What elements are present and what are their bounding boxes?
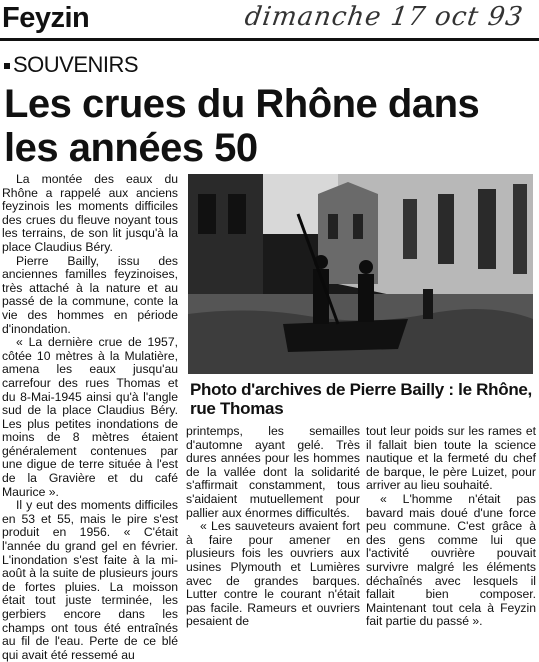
paragraph: Pierre Bailly, issu des anciennes familles feyzinoises, très attaché à la nature et au passé de la commune, conte la vie des hommes en période d'inondation. (2, 253, 178, 336)
paragraph: tout leur poids sur les rames et il fallait bien toute la science nautique et la fermeté du chef de barque, le père Luizet, pour arriver au lieu souhaité. (366, 424, 536, 493)
rubric (4, 52, 138, 78)
paragraph: « L'homme n'était pas bavard mais doué d'une force peu commune. C'est grâce à des gens comme lui que l'activité ouvrière pouvait survivre malgré les éléments déchaînés avec lesquels il fallait bien composer. Maintenant tout cela à Feyzin fait partie du passé ». (366, 491, 536, 629)
article-column-left (2, 173, 178, 662)
handwritten-date: dimanche 17 oct 93 (242, 2, 526, 32)
paragraph: printemps, les semailles d'automne ayant gelé. Très dures années pour les hommes de la vallée dont la solidarité s'affirmait constamment, tous s'aidaient mutuellement pour pallier aux énormes difficultés. (186, 424, 360, 520)
photo-caption: Photo d'archives de Pierre Bailly : le Rhône, rue Thomas (190, 380, 532, 418)
section-town: Feyzin (2, 2, 90, 34)
header-rule (0, 38, 539, 41)
headline: Les crues du Rhône dans les années 50 (4, 82, 480, 170)
article-column-right (366, 425, 536, 629)
flood-photo (188, 174, 533, 374)
flood-photo-image (188, 174, 533, 374)
paragraph: « La dernière crue de 1957, côtée 10 mètres à la Mulatière, amena les eaux jusqu'au carrefour des rues Thomas et du 8-Mai-1945 ainsi qu'à l'angle sud de la place Claudius Béry. Les plus petites inondations de moins de 8 mètres étaient généralement contenues par une digue de terre située à l'est de la Gravière et du café Maurice ». (2, 335, 178, 499)
paragraph: « Les sauveteurs avaient fort à faire pour amener en plusieurs fois les ouvriers aux usines Plymouth et Lumières avec de grandes barques. Lutter contre le courant n'était pas facile. Rameurs et ouvriers pesaient de (186, 519, 360, 629)
paragraph: La montée des eaux du Rhône a rappelé aux anciens feyzinois les moments difficiles des crues du fleuve noyant tous les terrains, de son lit jusqu'à la place Claudius Béry. (2, 172, 178, 254)
paragraph: Il y eut des moments difficiles en 53 et 55, mais le pire s'est produit en 1956. « C'était l'année du grand gel en février. L'inondation s'est faite à la mi-août à la suite de plusieurs jours de fortes pluies. La moisson était tout juste terminée, les gerbiers encore dans les champs ont tous été entraînés au fil de l'eau. Perte de ce blé qui avait été ressemé au (2, 498, 178, 662)
article-column-middle (186, 425, 360, 629)
rubric-label: SOUVENIRS (13, 52, 139, 77)
bullet-icon (4, 63, 10, 69)
